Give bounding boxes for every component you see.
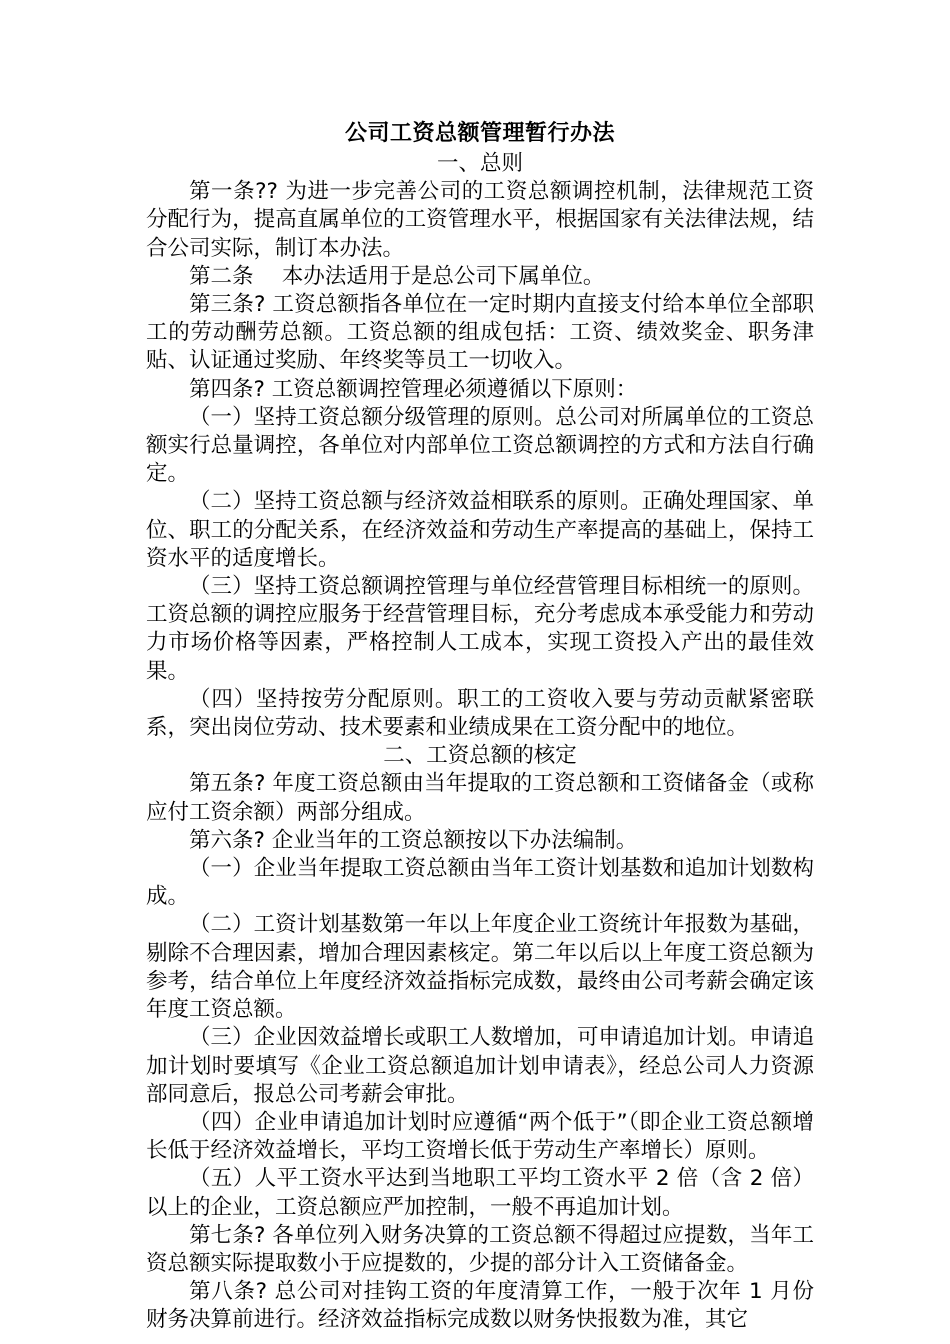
- section-heading: 二、工资总额的核定: [383, 743, 577, 769]
- paragraph: （四）企业申请追加计划时应遵循“两个低于”（即企业工资总额增长低于经济效益增长，平均工资增长低于劳动生产率增长）原则。: [146, 1109, 814, 1164]
- paragraph: （三）企业因效益增长或职工人数增加，可申请追加计划。申请追加计划时要填写《企业工资总额追加计划申请表》，经总公司人力资源部同意后，报总公司考薪会审批。: [146, 1025, 814, 1107]
- paragraph: （三）坚持工资总额调控管理与单位经营管理目标相统一的原则。工资总额的调控应服务于经营管理目标，充分考虑成本承受能力和劳动力市场价格等因素，严格控制人工成本，实现工资投入产出的最佳效果。: [146, 574, 814, 684]
- paragraph: 第七条? 各单位列入财务决算的工资总额不得超过应提数，当年工资总额实际提取数小于应提数的，少提的部分计入工资储备金。: [146, 1222, 814, 1276]
- paragraph: 第六条? 企业当年的工资总额按以下办法编制。: [189, 827, 638, 853]
- paragraph: 第四条? 工资总额调控管理必须遵循以下原则：: [189, 376, 638, 402]
- paragraph: （一）坚持工资总额分级管理的原则。总公司对所属单位的工资总额实行总量调控，各单位对内部单位工资总额调控的方式和方法自行确定。: [146, 404, 814, 487]
- paragraph: （二）坚持工资总额与经济效益相联系的原则。正确处理国家、单位、职工的分配关系，在经济效益和劳动生产率提高的基础上，保持工资水平的适度增长。: [146, 489, 814, 571]
- paragraph: 第八条? 总公司对挂钩工资的年度清算工作，一般于次年 1 月份财务决算前进行。经济效益指标完成数以财务快报数为准，其它: [146, 1279, 814, 1333]
- paragraph: 第二条 本办法适用于是总公司下属单位。: [189, 263, 605, 289]
- paragraph: 第一条?? 为进一步完善公司的工资总额调控机制，法律规范工资分配行为，提高直属单位的工资管理水平，根据国家有关法律法规，结合公司实际，制订本办法。: [146, 179, 814, 261]
- paragraph: （二）工资计划基数第一年以上年度企业工资统计年报数为基础，剔除不合理因素，增加合理因素核定。第二年以后以上年度工资总额为参考，结合单位上年度经济效益指标完成数，最终由公司考薪会确定该年度工资总额。: [146, 912, 814, 1023]
- paragraph: 第五条? 年度工资总额由当年提取的工资总额和工资储备金（或称应付工资余额）两部分组成。: [146, 771, 814, 825]
- document-page: [146, 120, 814, 1335]
- paragraph: 第三条? 工资总额指各单位在一定时期内直接支付给本单位全部职工的劳动酬劳总额。工资总额的组成包括：工资、绩效奖金、职务津贴、认证通过奖励、年终奖等员工一切收入。: [146, 292, 814, 374]
- paragraph: （四）坚持按劳分配原则。职工的工资收入要与劳动贡献紧密联系，突出岗位劳动、技术要素和业绩成果在工资分配中的地位。: [146, 686, 814, 741]
- paragraph: （五）人平工资水平达到当地职工平均工资水平 2 倍（含 2 倍）以上的企业，工资总额应严加控制，一般不再追加计划。: [146, 1166, 814, 1220]
- document-title: 公司工资总额管理暂行办法: [344, 121, 615, 146]
- paragraph: （一）企业当年提取工资总额由当年工资计划基数和追加计划数构成。: [146, 856, 814, 910]
- section-heading: 一、总则: [436, 151, 523, 176]
